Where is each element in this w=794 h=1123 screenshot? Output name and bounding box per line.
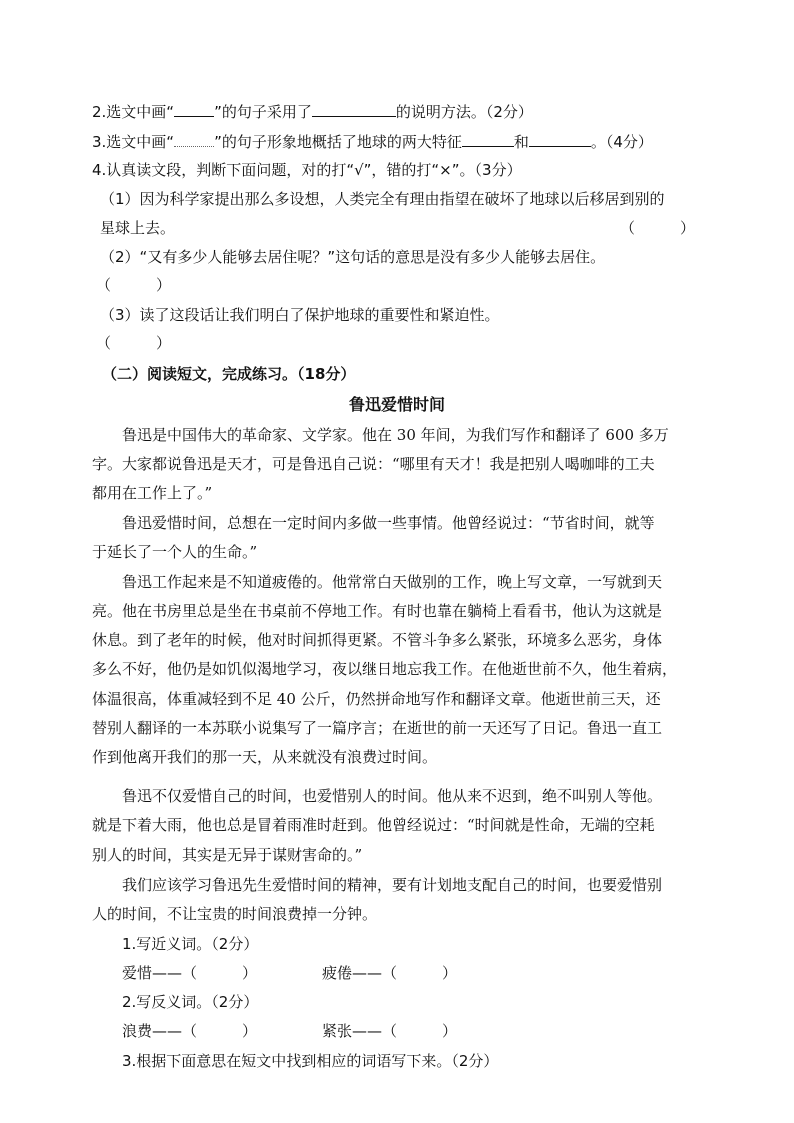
passage-line: 字。大家都说鲁迅是天才，可是鲁迅自己说：“哪里有天才！我是把别人喝咖啡的工夫 xyxy=(92,455,655,473)
synonym-1[interactable]: 爱惜——（ ） xyxy=(122,964,258,982)
passage-line: 多么不好，他仍是如饥似渴地学习，夜以继日地忘我工作。在他逝世前不久，他生着病， xyxy=(92,660,678,678)
passage-line: 就是下着大雨，他也总是冒着雨准时赶到。他曾经说过：“时间就是性命，无端的空耗 xyxy=(92,816,655,834)
question-4-stem: 4.认真读文段，判断下面问题，对的打“√”，错的打“×”。（3分） xyxy=(92,161,522,179)
antonym-2[interactable]: 紧张——（ ） xyxy=(322,1022,458,1040)
answer-blank[interactable] xyxy=(312,102,396,117)
passage-line: 作到他离开我们的那一天，从来就没有浪费过时间。 xyxy=(92,748,438,766)
passage-line: 我们应该学习鲁迅先生爱惜时间的精神，要有计划地支配自己的时间，也要爱惜别 xyxy=(122,876,663,894)
synonym-2[interactable]: 疲倦——（ ） xyxy=(322,964,458,982)
passage-line: 鲁迅爱惜时间，总想在一定时间内多做一些事情。他曾经说过：“节省时间，就等 xyxy=(122,514,655,532)
exercise-2-heading: 2.写反义词。（2分） xyxy=(122,993,259,1011)
passage-title: 鲁迅爱惜时间 xyxy=(348,395,445,414)
passage-line: 人的时间，不让宝贵的时间浪费掉一分钟。 xyxy=(92,905,378,923)
q4-item-3-answer-box[interactable]: （ ） xyxy=(96,334,172,352)
q4-item-1-line-2: 星球上去。 xyxy=(100,219,176,237)
q4-item-3: （3）读了这段话让我们明白了保护地球的重要性和紧迫性。 xyxy=(100,306,500,324)
passage-line: 都用在工作上了。” xyxy=(92,484,213,502)
passage-line: 体温很高，体重减轻到不足 40 公斤，仍然拼命地写作和翻译文章。他逝世前三天，还 xyxy=(92,690,661,708)
passage-line: 鲁迅工作起来是不知道疲倦的。他常常白天做别的工作，晚上写文章，一写就到天 xyxy=(122,573,663,591)
q4-item-1-answer-box[interactable]: （ ） xyxy=(620,219,696,237)
wavy-underline-blank xyxy=(174,134,214,147)
passage-line: 鲁迅不仅爱惜自己的时间，也爱惜别人的时间。他从来不迟到，绝不叫别人等他。 xyxy=(122,787,663,805)
passage-line: 别人的时间，其实是无异于谋财害命的。” xyxy=(92,846,363,864)
question-2: 2.选文中画“ ”的句子采用了 的说明方法。（2分） xyxy=(92,103,533,121)
passage-line: 鲁迅是中国伟大的革命家、文学家。他在 30 年间，为我们写作和翻译了 600 多万 xyxy=(122,426,669,444)
exercise-3-heading: 3.根据下面意思在短文中找到相应的词语写下来。（2分） xyxy=(122,1052,499,1070)
passage-line: 休息。到了老年的时候，他对时间抓得更紧。不管斗争多么紧张，环境多么恶劣，身体 xyxy=(92,631,663,649)
passage-line: 替别人翻译的一本苏联小说集写了一篇序言；在逝世的前一天还写了日记。鲁迅一直工 xyxy=(92,719,663,737)
answer-blank-2[interactable] xyxy=(529,132,591,147)
question-3: 3.选文中画“ ”的句子形象地概括了地球的两大特征 和 。（4分） xyxy=(92,133,653,151)
q4-item-2: （2）“又有多少人能够去居住呢？”这句话的意思是没有多少人能够去居住。 xyxy=(100,248,606,266)
answer-blank-1[interactable] xyxy=(462,132,514,147)
exercise-1-heading: 1.写近义词。（2分） xyxy=(122,935,259,953)
passage-line: 于延长了一个人的生命。” xyxy=(92,543,258,561)
q4-item-1-line-1: （1）因为科学家提出那么多设想，人类完全有理由指望在破坏了地球以后移居到别的 xyxy=(100,190,665,208)
section-heading: （二）阅读短文，完成练习。（18分） xyxy=(102,365,356,383)
passage-line: 亮。他在书房里总是坐在书桌前不停地工作。有时也靠在躺椅上看看书，他认为这就是 xyxy=(92,602,663,620)
antonym-1[interactable]: 浪费——（ ） xyxy=(122,1022,258,1040)
underline-blank xyxy=(174,102,214,117)
q4-item-2-answer-box[interactable]: （ ） xyxy=(96,276,172,294)
